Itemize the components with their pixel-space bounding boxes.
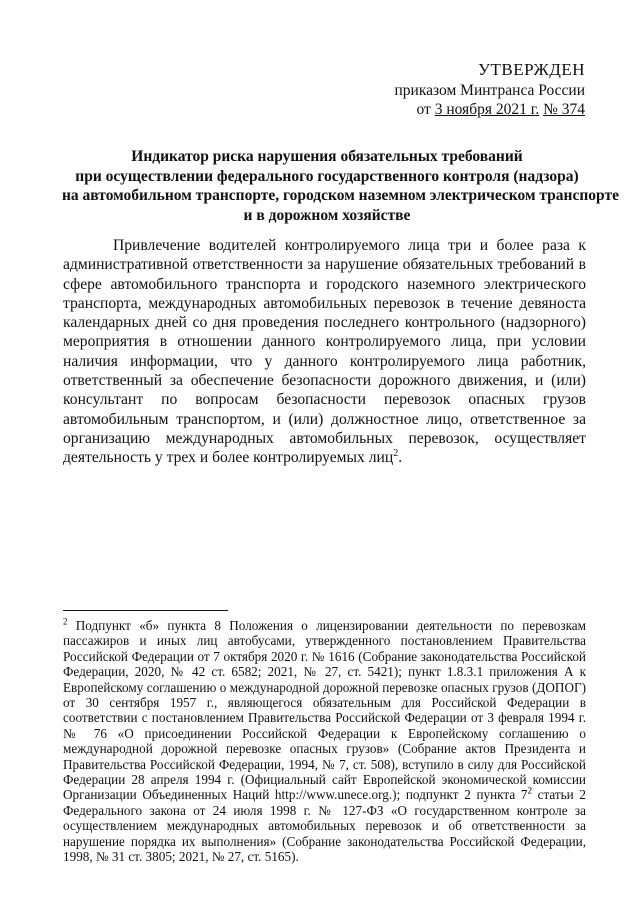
footnote <box>63 618 586 865</box>
approved-by: приказом Минтранса России <box>394 82 585 99</box>
order-date: 3 ноября 2021 г. <box>434 101 540 118</box>
document-title <box>62 147 619 225</box>
approved-label: УТВЕРЖДЕН <box>478 60 585 79</box>
order-number: № 374 <box>543 101 585 118</box>
footnote-reference: 2 <box>393 448 399 460</box>
order-prefix: от <box>416 101 435 118</box>
footnote-superscript: 2 <box>527 786 532 797</box>
title-line-1: Индикатор риска нарушения обязательных требований <box>131 148 523 165</box>
body-end: . <box>398 449 403 467</box>
title-line-2: при осуществлении федерального государственного контроля (надзора) <box>75 167 579 185</box>
order-reference <box>395 100 586 119</box>
approval-stamp <box>395 60 586 119</box>
body-paragraph <box>63 236 586 468</box>
footnote-mark: 2 <box>63 616 68 627</box>
footnote-text-continued: статьи 2 Федерального закона от 24 июля 1998 г. № 127-ФЗ «О государственном контроле за осуществлением международных автомобильных перевозок и об ответственности за нарушение порядка их выполнения» (Собрание законодательства Российской Федерации, 1998, № 31 ст. 3805; 2021, № 27, ст. 5165). <box>63 787 587 865</box>
footnote-text: Подпункт «б» пункта 8 Положения о лицензировании деятельности по перевозкам пассажиров и иных лиц автобусами, утвержденного постановлением Правительства Российской Федерации от 7 октября 2020 г. № 1616 (Собрание законодательства Российской Федерации, 2020, № 42 ст. 6582; 2021, № 27, ст. 5421); пункт 1.8.3.1 приложения А к Европейскому соглашению о международной дорожной перевозке опасных грузов (ДОПОГ) от 30 сентября 1957 г., являющегося обязательным для Российской Федерации в соответствии с постановлением Правительства Российской Федерации от 3 февраля 1994 г. № 76 «О присоединении Российской Федерации к Европейскому соглашению о международной дорожной перевозке опасных грузов» (Собрание актов Президента и Правительства Российской Федерации, 1994, № 7, ст. 508), вступило в силу для Российской Федерации 28 апреля 1994 г. (Официальный сайт Европейской экономической комиссии Организации Объединенных Наций http://www.unece.org.); подпункт 2 пункта 7 <box>63 618 586 803</box>
title-line-3: на автомобильном транспорте, городском наземном электрическом транспорте <box>62 187 619 204</box>
title-line-4: и в дорожном хозяйстве <box>243 206 411 224</box>
footnote-divider <box>63 610 228 611</box>
body-text: Привлечение водителей контролируемого лица три и более раза к административной ответственности за нарушение обязательных требований в сфере автомобильного транспорта и городского наземного электрического транспорта, международных автомобильных перевозок в течение девяноста календарных дней со дня проведения последнего контрольного (надзорного) мероприятия в отношении данного контролируемого лица, при условии наличия информации, что у данного контролируемого лица работник, ответственный за обеспечение безопасности дорожного движения, и (или) консультант по вопросам безопасности перевозок опасных грузов автомобильным транспортом, и (или) должностное лицо, ответственное за организацию международных автомобильных перевозок, осуществляет деятельность у трех и более контролируемых лиц <box>63 237 586 467</box>
